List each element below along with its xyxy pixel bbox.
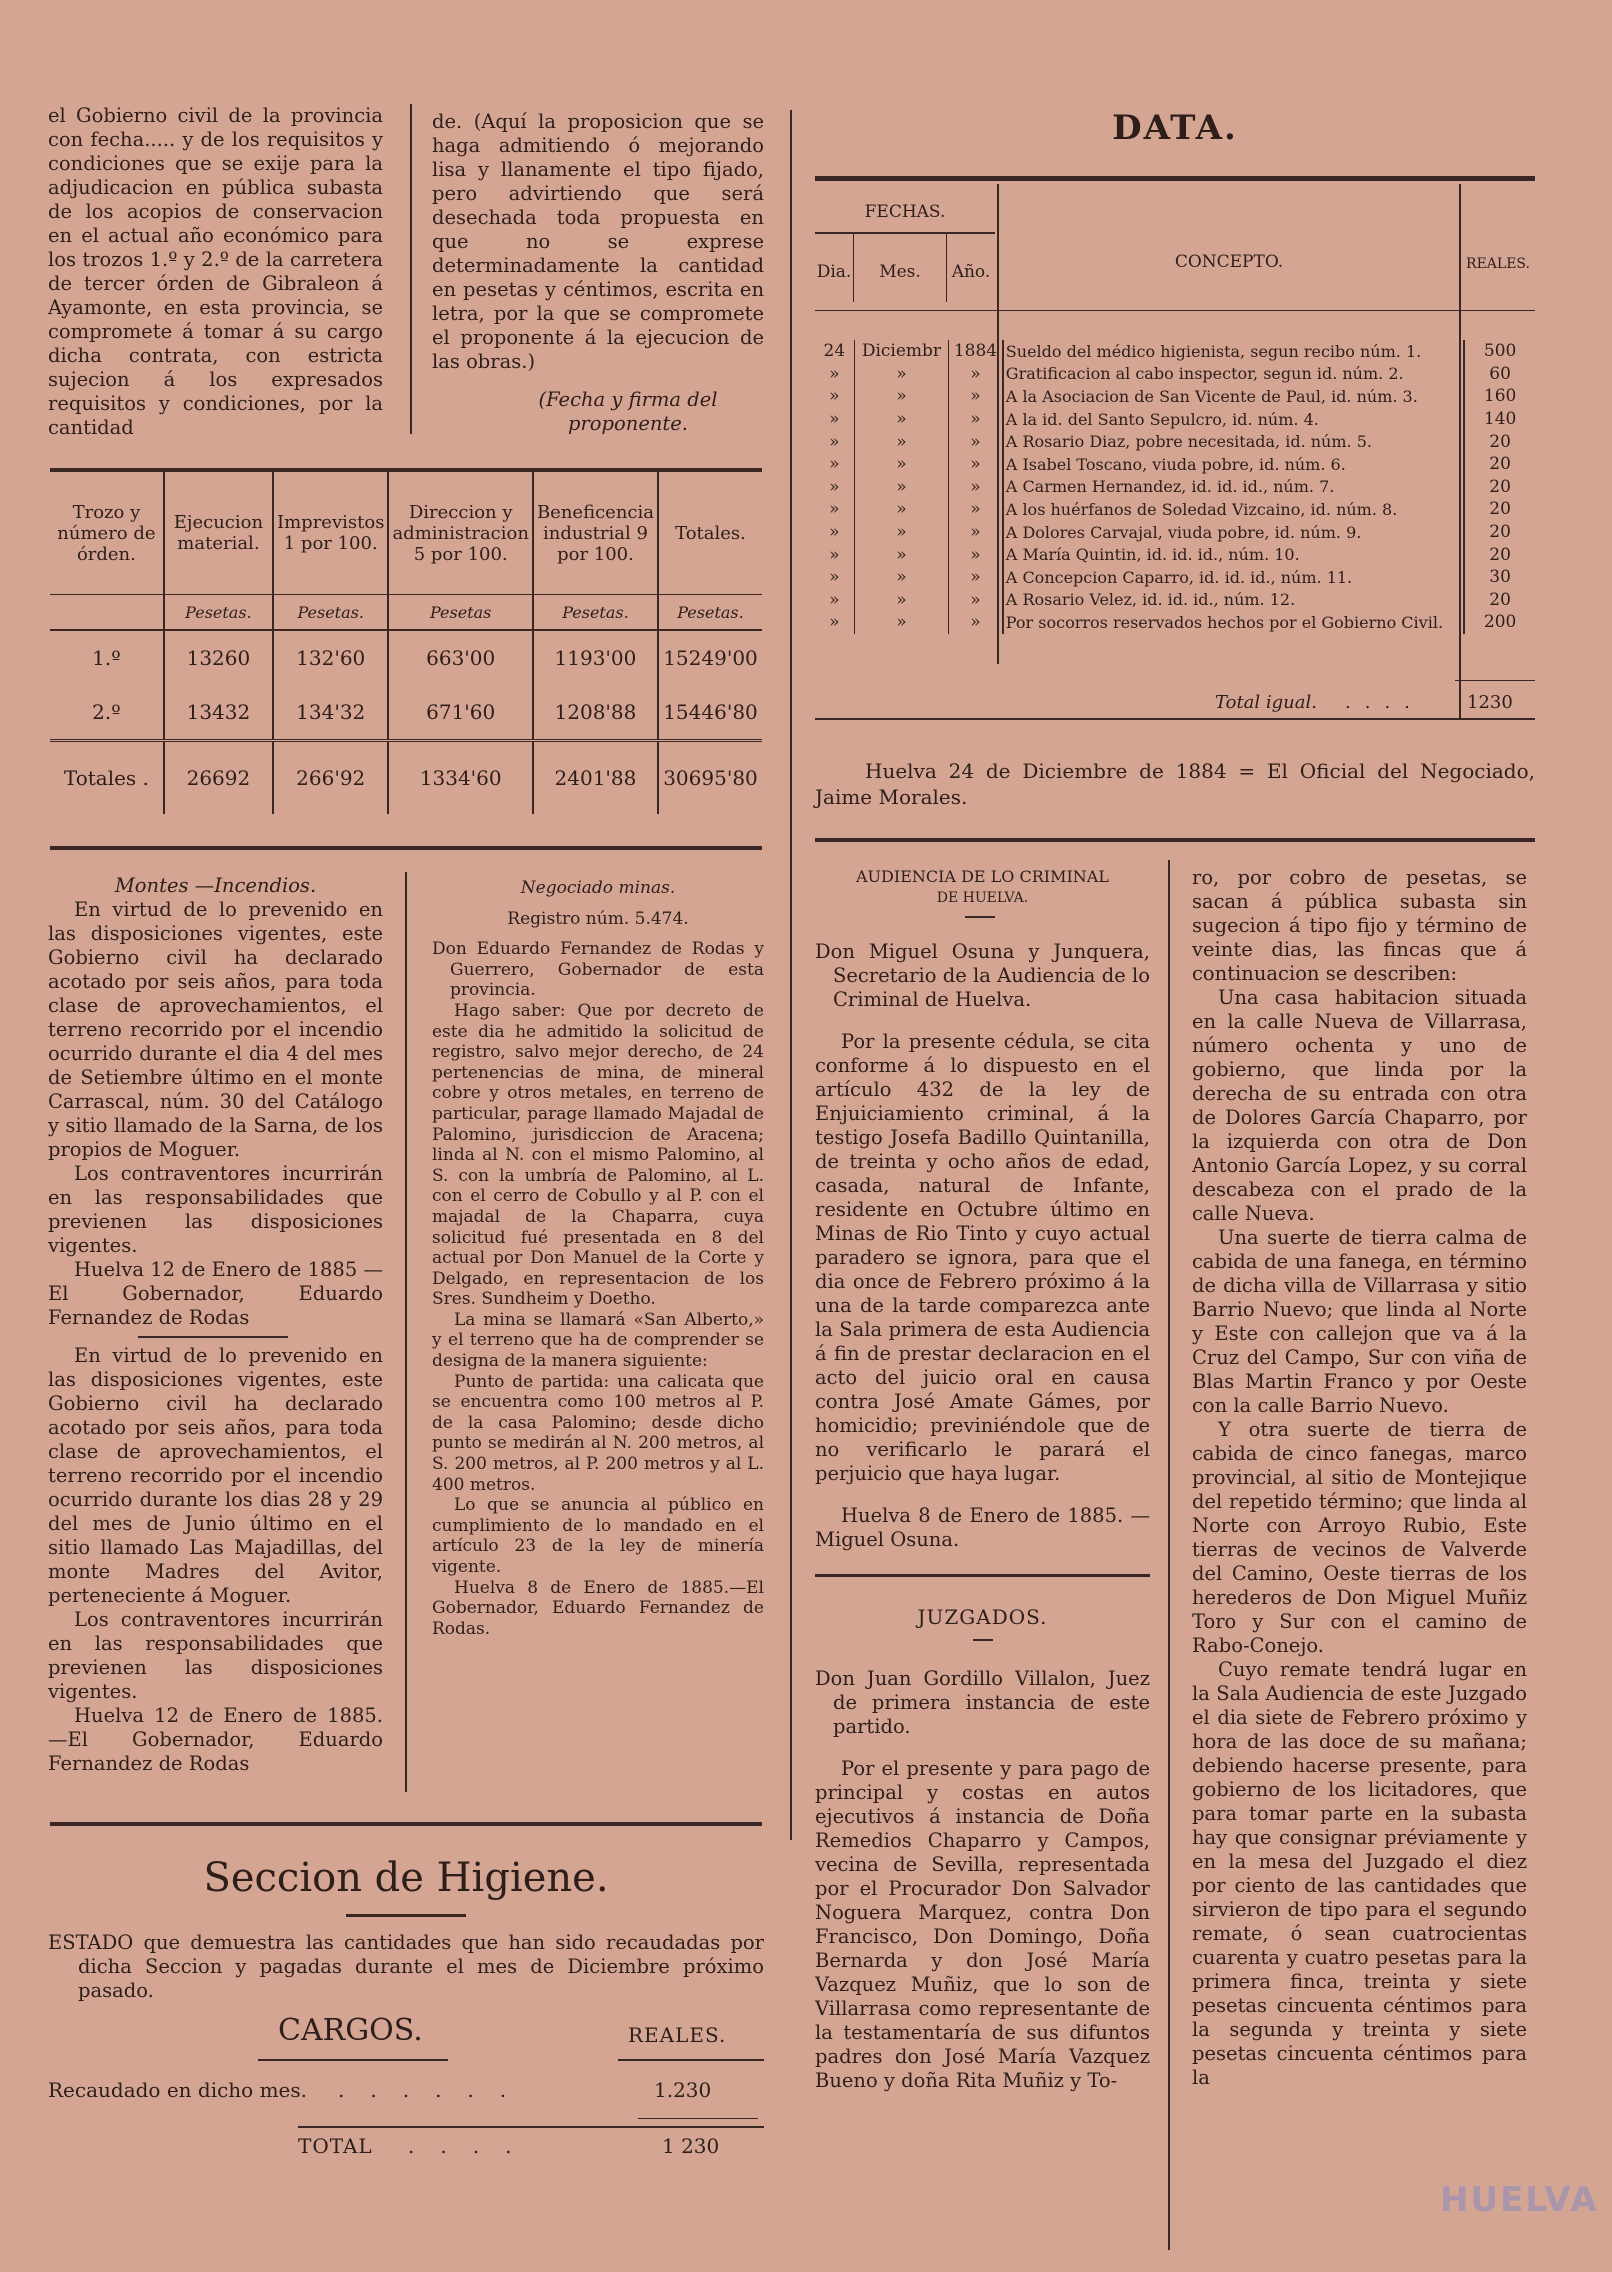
table-row xyxy=(50,685,762,741)
cell: 1334'60 xyxy=(388,741,533,815)
total-igual-label: Total igual. xyxy=(1215,692,1317,713)
col1-top-text xyxy=(48,104,383,440)
dia-label: Dia. xyxy=(816,262,852,282)
rule xyxy=(965,916,995,918)
day-cell: » xyxy=(829,409,840,430)
works-table-header xyxy=(50,472,762,595)
fechas-label: FECHAS. xyxy=(864,202,946,222)
works-table xyxy=(50,472,762,814)
reales-cell: 20 xyxy=(1489,544,1511,565)
concepto-cell: A Carmen Hernandez, id. id. id., núm. 7. xyxy=(1003,476,1464,499)
year-cell: » xyxy=(949,408,1003,431)
header-cell: Direccion y administracion 5 por 100. xyxy=(388,472,533,595)
leader-dots: ...... xyxy=(338,2078,533,2102)
reales-cell: 60 xyxy=(1489,363,1511,384)
reales-cell: 20 xyxy=(1489,589,1511,610)
concepto-cell: Por socorros reservados hechos por el Gobierno Civil. xyxy=(1003,611,1464,634)
data-total-row xyxy=(815,680,1535,720)
month-cell: » xyxy=(854,589,948,612)
recaudado-row xyxy=(48,2072,764,2116)
paragraph: Los contraventores incurrirán en las responsabilidades que previenen las disposiciones vigentes. xyxy=(48,1162,383,1257)
table-row xyxy=(815,453,1535,476)
rule xyxy=(1455,680,1535,681)
month-cell: » xyxy=(854,521,948,544)
reales-cell: 20 xyxy=(1489,454,1511,475)
day-cell: 24 xyxy=(823,341,846,362)
mes-label: Mes. xyxy=(879,262,921,282)
year-cell: » xyxy=(949,611,1003,634)
year-cell: » xyxy=(949,521,1003,544)
paragraph: Huelva 12 de Enero de 1885 —El Gobernador, Eduardo Fernandez de Rodas xyxy=(48,1258,383,1329)
unit-cell: Pesetas xyxy=(388,595,533,631)
day-cell: » xyxy=(829,386,840,407)
cargos-label: CARGOS. xyxy=(278,2013,423,2048)
ornament-rule xyxy=(346,1914,466,1917)
table-row xyxy=(815,385,1535,408)
rule xyxy=(815,838,1535,842)
rule xyxy=(138,1336,288,1338)
concepto-cell: Sueldo del médico higienista, segun recibo núm. 1. xyxy=(1003,340,1464,363)
rule xyxy=(258,2059,448,2061)
total-label: TOTAL xyxy=(298,2134,373,2158)
day-cell: » xyxy=(829,363,840,384)
table-row xyxy=(815,566,1535,589)
watermark: HUELVA xyxy=(1440,2180,1599,2220)
paragraph: Y otra suerte de tierra de cabida de cinco fanegas, marco provincial, al sitio de Montejique del repetido término; que linda al Norte con Arroyo Rubio, Este tierras de vecinos de Valverde del Camino, Oeste tierras de los herederos de Don Miguel Muñiz Toro y Sur con el camino de Rabo-Conejo. xyxy=(1192,1418,1527,1657)
cell: 13260 xyxy=(164,630,273,685)
data-table xyxy=(815,340,1535,634)
reales-cell: 20 xyxy=(1489,431,1511,452)
unit-cell: Pesetas. xyxy=(658,595,762,631)
cargos-header xyxy=(48,2013,764,2059)
unit-cell: Pesetas. xyxy=(164,595,273,631)
table-row xyxy=(815,611,1535,634)
recaudado-label: Recaudado en dicho mes. xyxy=(48,2078,308,2102)
data-footer xyxy=(815,758,1535,810)
column-divider xyxy=(405,872,407,1792)
cell: 1.º xyxy=(50,630,164,685)
table-row xyxy=(815,476,1535,499)
leader-dots: .... xyxy=(408,2134,538,2158)
proponent-signature: (Fecha y firma del proponente. xyxy=(538,388,718,435)
cell: Totales . xyxy=(50,741,164,815)
paragraph: Don Miguel Osuna y Junquera, Secretario de la Audiencia de lo Criminal de Huelva. xyxy=(815,940,1150,1011)
table-row xyxy=(815,340,1535,363)
concepto-cell: A Dolores Carvajal, viuda pobre, id. núm. 9. xyxy=(1003,521,1464,544)
month-cell: » xyxy=(854,430,948,453)
concepto-cell: A Rosario Velez, id. id. id., núm. 12. xyxy=(1003,589,1464,612)
table-row xyxy=(815,498,1535,521)
paragraph: Punto de partida: una calicata que se encuentra como 100 metros al P. de la casa Palomino; desde dicho punto se medirán al N. 200 metros, al S. 200 metros, al P. 200 metros y al L. 400 metros. xyxy=(432,1371,764,1495)
reales-cell: 160 xyxy=(1483,386,1517,407)
audiencia-title: AUDIENCIA DE LO CRIMINAL xyxy=(856,867,1109,886)
day-cell: » xyxy=(829,454,840,475)
concepto-label: CONCEPTO. xyxy=(1174,252,1284,272)
concepto-cell: A María Quintin, id. id. id., núm. 10. xyxy=(1003,543,1464,566)
estado-text: ESTADO que demuestra las cantidades que han sido recaudadas por dicha Seccion y pagadas durante el mes de Diciembre próximo pasado. xyxy=(48,1931,764,2002)
juzgados-title: JUZGADOS. xyxy=(917,1605,1048,1629)
works-table-units xyxy=(50,595,762,631)
rule xyxy=(1459,184,1461,320)
month-cell: » xyxy=(854,566,948,589)
reales-label: REALES. xyxy=(628,2023,727,2047)
cell: 266'92 xyxy=(273,741,388,815)
paragraph: ro, por cobro de pesetas, se sacan á pública subasta sin sugecion á tipo fijo y término de veinte dias, las fincas que á continuacion se describen: xyxy=(1192,866,1527,985)
paragraph: Don Juan Gordillo Villalon, Juez de primera instancia de este partido. xyxy=(815,1667,1150,1738)
paragraph: Huelva 12 de Enero de 1885. —El Gobernador, Eduardo Fernandez de Rodas xyxy=(48,1704,383,1775)
unit-cell: Pesetas. xyxy=(273,595,388,631)
reales-cell: 20 xyxy=(1489,522,1511,543)
cell: 663'00 xyxy=(388,630,533,685)
total-value: 1 230 xyxy=(662,2134,720,2158)
column-divider xyxy=(410,104,412,434)
rule xyxy=(815,310,1535,311)
rule xyxy=(50,1822,762,1826)
paragraph: Los contraventores incurrirán en las responsabilidades que previenen las disposiciones vigentes. xyxy=(48,1608,383,1703)
rule xyxy=(815,718,1535,720)
header-cell: Trozo y número de órden. xyxy=(50,472,164,595)
header-cell: Totales. xyxy=(675,522,746,544)
day-cell: » xyxy=(829,567,840,588)
table-row xyxy=(50,630,762,685)
reales-cell: 20 xyxy=(1489,476,1511,497)
year-cell: » xyxy=(949,476,1003,499)
higiene-section xyxy=(48,1850,764,2166)
year-cell: » xyxy=(949,589,1003,612)
day-cell: » xyxy=(829,499,840,520)
unit-cell xyxy=(50,595,164,631)
col2-top-paragraph: de. (Aquí la proposicion que se haga admitiendo ó mejorando lisa y llanamente el tipo fijado, pero advirtiendo que será desechada toda propuesta en que no se exprese determinadamente la cantidad en pesetas y céntimos, escrita en letra, por la que se compromete el proponente á la ejecucion de las obras.) xyxy=(432,110,764,373)
rule xyxy=(815,1574,1150,1577)
day-cell: » xyxy=(829,589,840,610)
concepto-cell: A Isabel Toscano, viuda pobre, id. núm. 6. xyxy=(1003,453,1464,476)
paragraph: En virtud de lo prevenido en las disposiciones vigentes, este Gobierno civil ha declarado acotado por seis años, para toda clase de aprovechamientos, el terreno recorrido por el incendio ocurrido durante los dias 28 y 29 del mes de Junio último en el sitio llamado Las Majadillas, del monte Madres del Avitor, perteneciente á Moguer. xyxy=(48,1344,383,1607)
year-cell: » xyxy=(949,498,1003,521)
rule xyxy=(638,2118,758,2119)
paragraph: Por la presente cédula, se cita conforme á lo dispuesto en el artículo 432 de la ley de Enjuiciamiento criminal, á la testigo Josefa Badillo Quintanilla, de treinta y ocho años de edad, casada, natural de Infante, residente en Octubre último en Minas de Rio Tinto y cuyo actual paradero se ignora, para que el dia once de Febrero próximo á la una de la tarde comparezca ante la Sala primera de esta Audiencia á fin de prestar declaracion en el acto del juicio oral en causa contra José Amate Gámes, por homicidio; previniéndole que de no verificarlo le parará el perjuicio que haya lugar. xyxy=(815,1030,1150,1485)
year-cell: » xyxy=(949,430,1003,453)
concepto-cell: A los huérfanos de Soledad Vizcaino, id. núm. 8. xyxy=(1003,498,1464,521)
table-row xyxy=(815,408,1535,431)
unit-cell: Pesetas. xyxy=(533,595,658,631)
year-cell: 1884 xyxy=(949,340,1003,363)
montes-title: Montes —Incendios. xyxy=(114,874,317,897)
month-cell: » xyxy=(854,543,948,566)
paragraph: Don Eduardo Fernandez de Rodas y Guerrero, Gobernador de esta provincia. xyxy=(432,939,764,1001)
rule xyxy=(1459,320,1461,720)
reales-header: REALES. xyxy=(1466,256,1530,272)
column-divider xyxy=(1168,860,1170,2250)
paragraph: Huelva 8 de Enero de 1885.—El Gobernador, Eduardo Fernandez de Rodas. xyxy=(432,1577,764,1639)
paragraph: La mina se llamará «San Alberto,» y el terreno que ha de comprender se designa de la manera siguiente: xyxy=(432,1309,764,1372)
rule xyxy=(997,320,999,664)
montes-section xyxy=(48,874,383,1776)
cell: 13432 xyxy=(164,685,273,741)
year-cell: » xyxy=(949,543,1003,566)
cell: 30695'80 xyxy=(658,741,762,815)
paragraph: Huelva 8 de Enero de 1885. —Miguel Osuna. xyxy=(815,1504,1150,1551)
total-row xyxy=(48,2126,764,2166)
day-cell: » xyxy=(829,431,840,452)
cell: 2401'88 xyxy=(533,741,658,815)
table-row xyxy=(815,543,1535,566)
rule xyxy=(815,176,1535,181)
cell: 15446'80 xyxy=(663,700,758,724)
cell: 15249'00 xyxy=(663,646,758,670)
cell: 2.º xyxy=(50,685,164,741)
higiene-title: Seccion de Higiene. xyxy=(203,1855,609,1901)
total-igual-value: 1230 xyxy=(1467,692,1513,713)
data-title: DATA. xyxy=(1112,108,1238,148)
data-footer-text: Huelva 24 de Diciembre de 1884 = El Oficial del Negociado, Jaime Morales. xyxy=(815,759,1535,809)
year-cell: » xyxy=(949,385,1003,408)
reales-cell: 500 xyxy=(1483,341,1517,362)
header-cell: Imprevistos 1 por 100. xyxy=(273,472,388,595)
reales-cell: 20 xyxy=(1489,499,1511,520)
day-cell: » xyxy=(829,522,840,543)
total-divider xyxy=(48,2116,764,2126)
cargos-divider xyxy=(48,2059,764,2062)
month-cell: » xyxy=(854,363,948,386)
table-row xyxy=(815,363,1535,386)
page-center-divider xyxy=(790,110,792,1840)
rule xyxy=(946,234,947,302)
header-cell: Ejecucion material. xyxy=(164,472,273,595)
registro: Registro núm. 5.474. xyxy=(507,908,689,929)
table-row xyxy=(815,521,1535,544)
month-cell: » xyxy=(854,498,948,521)
header-cell: Beneficencia industrial 9 por 100. xyxy=(533,472,658,595)
paragraph: Lo que se anuncia al público en cumplimiento de lo mandado en el artículo 23 de la ley de minería vigente. xyxy=(432,1495,764,1577)
concepto-cell: A Rosario Diaz, pobre necesitada, id. núm. 5. xyxy=(1003,430,1464,453)
day-cell: » xyxy=(829,612,840,633)
leader-dots: .... xyxy=(1345,692,1424,713)
rule xyxy=(815,232,995,234)
year-cell: » xyxy=(949,566,1003,589)
cell: 132'60 xyxy=(273,630,388,685)
ano-label: Año. xyxy=(951,262,991,282)
data-table-header xyxy=(815,184,1535,320)
paragraph: Una casa habitacion situada en la calle Nueva de Villarrasa, número ochenta y uno de gobierno, que linda por la derecha de su entrada con otra de Dolores García Chaparro, por la izquierda con otra de Don Antonio García Lopez, y su corral descabeza con el prado de la calle Nueva. xyxy=(1192,986,1527,1225)
month-cell: » xyxy=(854,611,948,634)
audiencia-section xyxy=(815,866,1150,2093)
paragraph: Hago saber: Que por decreto de este dia he admitido la solicitud de registro, salvo mejor derecho, de 24 pertenencias de mina, de mineral cobre y otros metales, en terreno de particular, parage llamado Majadal de Palomino, jurisdiccion de Aracena; linda al N. con el mismo Palomino, al S. con la umbría de Palomino, al L. con el cerro de Cobullo y al P. con el majadal de la Chaparra, cuya solicitud fué presentada en 8 del actual por Don Manuel de la Corte y Delgado, en representacion de los Sres. Sundheim y Doetho. xyxy=(432,1000,764,1310)
cell: 671'60 xyxy=(388,685,533,741)
recaudado-value: 1.230 xyxy=(654,2078,712,2102)
totals-row xyxy=(50,741,762,815)
day-cell: » xyxy=(829,476,840,497)
paragraph: En virtud de lo prevenido en las disposiciones vigentes, este Gobierno civil ha declarado acotado por seis años, para toda clase de aprovechamientos, el terreno recorrido por el incendio ocurrido durante el dia 4 del mes de Setiembre último en el monte Carrascal, núm. 30 del Catálogo y sitio llamado de la Sarna, de los propios de Moguer. xyxy=(48,898,383,1161)
minas-title: Negociado minas. xyxy=(520,878,676,898)
concepto-cell: A la Asociacion de San Vicente de Paul, id. núm. 3. xyxy=(1003,385,1464,408)
col4-section xyxy=(1192,866,1527,2090)
year-cell: » xyxy=(949,363,1003,386)
table-row xyxy=(815,589,1535,612)
paragraph: Una suerte de tierra calma de cabida de una fanega, en término de dicha villa de Villarrasa y sitio Barrio Nuevo; que linda al Norte y Este con callejon que va á la Cruz del Campo, Sur con viña de Blas Martin Franco y por Oeste con la calle Barrio Nuevo. xyxy=(1192,1226,1527,1417)
rule xyxy=(50,846,762,850)
cell: 26692 xyxy=(164,741,273,815)
paragraph: Por el presente y para pago de principal y costas en autos ejecutivos á instancia de Doña Remedios Chaparro y Campos, vecina de Sevilla, representada por el Procurador Don Salvador Noguera Marquez, contra Don Francisco, Don Domingo, Doña Bernarda y don José María Vazquez Muñiz, que lo son de Villarrasa como representante de la testamentaría de sus difuntos padres don José María Vazquez Bueno y doña Rita Muñiz y To- xyxy=(815,1757,1150,2092)
reales-cell: 140 xyxy=(1483,409,1517,430)
month-cell: » xyxy=(854,453,948,476)
audiencia-subtitle: DE HUELVA. xyxy=(936,890,1029,906)
cell: 134'32 xyxy=(273,685,388,741)
reales-cell: 200 xyxy=(1483,612,1517,633)
rule xyxy=(853,234,854,302)
col2-top-text xyxy=(432,110,764,436)
concepto-cell: A la id. del Santo Sepulcro, id. núm. 4. xyxy=(1003,408,1464,431)
year-cell: » xyxy=(949,453,1003,476)
rule xyxy=(298,2126,764,2128)
col1-top-paragraph: el Gobierno civil de la provincia con fecha..... y de los requisitos y condiciones que se exije para la adjudicacion en pública subasta de los acopios de conservacion en el actual año económico para los trozos 1.º y 2.º de la carretera de tercer órden de Gibraleon á Ayamonte, en esta provincia, se compromete á tomar á su cargo dicha contrata, con estricta sujecion á los expresados requisitos y condiciones, por la cantidad xyxy=(48,104,383,439)
paragraph: Cuyo remate tendrá lugar en la Sala Audiencia de este Juzgado el dia siete de Febrero próximo y hora de las doce de su mañana; debiendo hacerse presente, para gobierno de los licitadores, que para tomar parte en la subasta hay que consignar préviamente y en la mesa del Juzgado el diez por ciento de las cantidades que sirvieron de tipo para el segundo remate, ó sean cuatrocientas cuarenta y cuatro pesetas para la primera finca, treinta y siete pesetas cincuenta céntimos para la segunda y treinta y siete pesetas cincuenta céntimos para la xyxy=(1192,1658,1527,2089)
day-cell: » xyxy=(829,544,840,565)
rule xyxy=(973,1639,993,1641)
concepto-cell: A Concepcion Caparro, id. id. id., núm. 11. xyxy=(1003,566,1464,589)
cell: 1193'00 xyxy=(533,630,658,685)
month-cell: » xyxy=(854,476,948,499)
cell: 1208'88 xyxy=(533,685,658,741)
rule xyxy=(618,2059,764,2061)
reales-cell: 30 xyxy=(1489,567,1511,588)
month-cell: » xyxy=(854,385,948,408)
table-row xyxy=(815,430,1535,453)
concepto-cell: Gratificacion al cabo inspector, segun id. núm. 2. xyxy=(1003,363,1464,386)
minas-section xyxy=(432,878,764,1639)
month-cell: » xyxy=(854,408,948,431)
month-cell: Diciembr xyxy=(854,340,948,363)
